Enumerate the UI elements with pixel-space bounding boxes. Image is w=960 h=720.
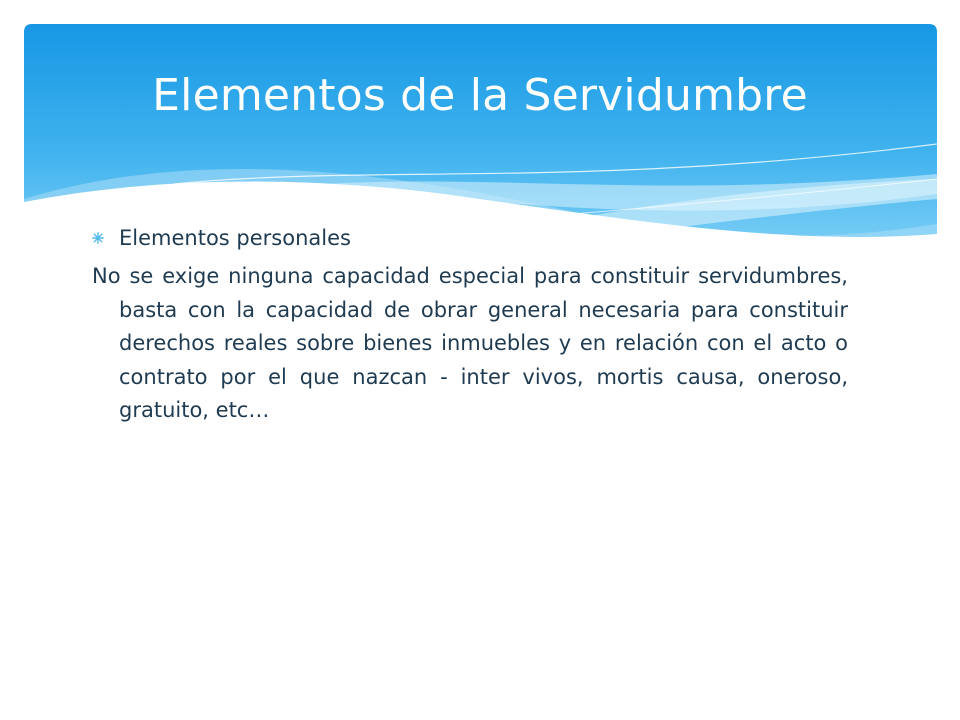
body-paragraph: No se exige ninguna capacidad especial para constituir servidumbres, basta con la capacidad de obrar general necesaria para constituir derechos reales sobre bienes inmuebles y en relación con el acto o contrato por el que nazcan - inter vivos, mortis causa, oneroso, gratuito, etc… bbox=[92, 264, 848, 422]
asterisk-bullet-icon bbox=[92, 232, 104, 244]
bullet-item bbox=[92, 222, 848, 254]
header-wave-graphic bbox=[24, 24, 937, 254]
slide-content bbox=[92, 222, 848, 428]
header-banner bbox=[24, 24, 937, 254]
bullet-text: Elementos personales bbox=[119, 226, 351, 250]
slide-title: Elementos de la Servidumbre bbox=[152, 70, 808, 121]
